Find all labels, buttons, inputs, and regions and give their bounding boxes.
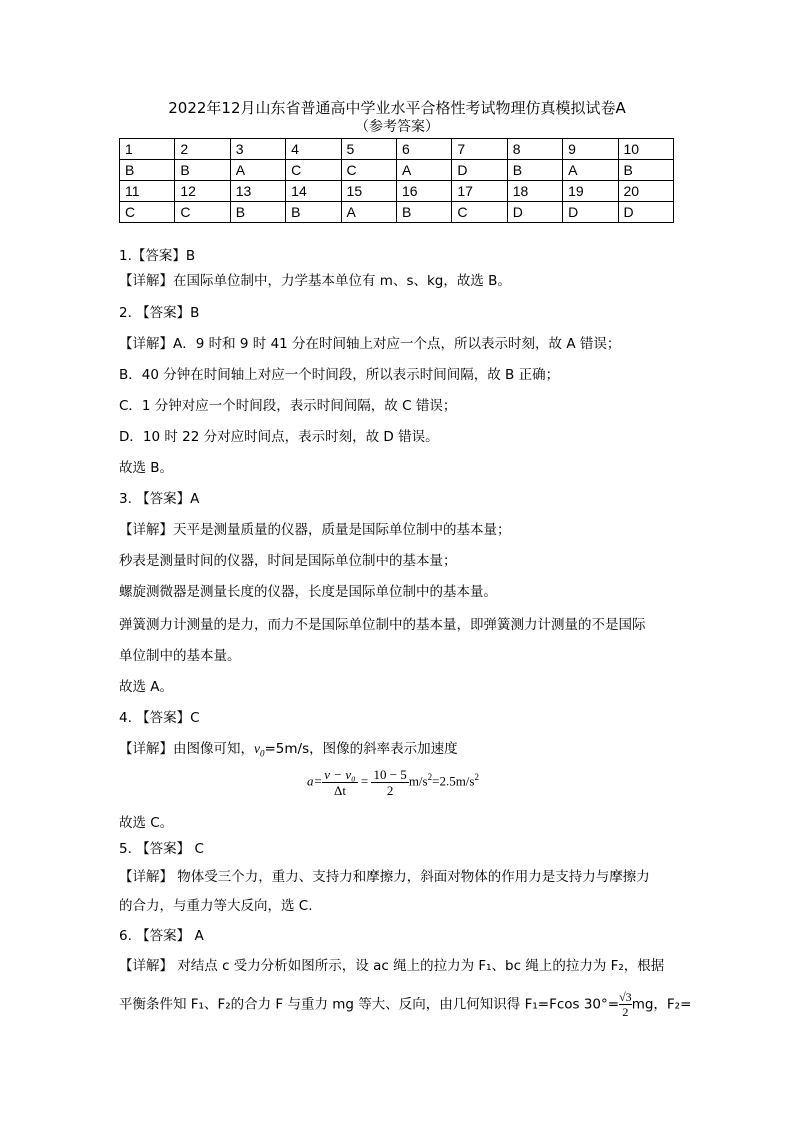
q3-detail-1: 【详解】天平是测量质量的仪器，质量是国际单位制中的基本量； <box>119 522 511 538</box>
table-cell: A <box>563 160 618 181</box>
table-row <box>120 202 674 223</box>
answer-table <box>119 138 674 223</box>
q3-detail-3: 螺旋测微器是测量长度的仪器，长度是国际单位制中的基本量。 <box>119 584 497 600</box>
q6-detail-1: 【详解】 对结点 c 受力分析如图所示，设 ac 绳上的拉力为 F₁、bc 绳上的拉力为 F₂，根据 <box>119 958 665 974</box>
table-cell: 1 <box>120 139 175 160</box>
table-cell: B <box>230 202 285 223</box>
table-cell: 8 <box>507 139 562 160</box>
q3-answer: 3. 【答案】A <box>119 491 200 507</box>
sqrt3-over-2 <box>619 990 632 1019</box>
page-title: 2022年12月山东省普通高中学业水平合格性考试物理仿真模拟试卷A <box>168 99 626 117</box>
formula-unit: m/s <box>408 773 428 789</box>
q5-answer: 5. 【答案】 C <box>119 841 204 857</box>
q6-detail-2-pre: 平衡条件知 F₁、F₂的合力 F 与重力 mg 等大、反向，由几何知识得 F₁=Fcos 30°= <box>119 996 620 1013</box>
formula-frac2-den: 2 <box>386 783 394 798</box>
table-row <box>120 160 674 181</box>
table-cell: D <box>563 202 618 223</box>
table-cell: 11 <box>120 181 175 202</box>
table-cell: 18 <box>507 181 562 202</box>
table-cell: 15 <box>341 181 396 202</box>
table-cell: B <box>618 160 674 181</box>
formula-frac1-num: v − v₀ <box>324 767 356 782</box>
table-cell: 19 <box>563 181 618 202</box>
acceleration-formula <box>307 767 507 807</box>
table-cell: B <box>120 160 175 181</box>
table-cell: B <box>175 160 230 181</box>
table-cell: 9 <box>563 139 618 160</box>
q2-detail-a: 【详解】A．9 时和 9 时 41 分在时间轴上对应一个点，所以表示时刻，故 A 错误； <box>119 336 621 352</box>
q2-detail-b: B．40 分钟在时间轴上对应一个时间段，所以表示时间间隔，故 B 正确； <box>119 367 560 383</box>
table-cell: C <box>175 202 230 223</box>
table-cell: B <box>286 202 341 223</box>
table-cell: A <box>396 160 451 181</box>
table-cell: 17 <box>452 181 507 202</box>
formula-result: =2.5m/s <box>432 773 475 789</box>
q2-answer: 2. 【答案】B <box>119 305 200 321</box>
table-cell: 7 <box>452 139 507 160</box>
q4-v0: v <box>254 741 260 756</box>
q4-v0-sub: 0 <box>260 748 265 759</box>
formula-exp-2: 2 <box>474 772 479 783</box>
q4-conclusion: 故选 C。 <box>119 815 174 831</box>
q2-conclusion: 故选 B。 <box>119 460 174 476</box>
table-cell: 5 <box>341 139 396 160</box>
sqrt3-den: 2 <box>622 1005 629 1019</box>
table-cell: C <box>452 202 507 223</box>
table-cell: 6 <box>396 139 451 160</box>
q6-detail-2 <box>119 990 691 1019</box>
table-cell: 20 <box>618 181 674 202</box>
q4-detail-post: =5m/s，图像的斜率表示加速度 <box>264 741 458 757</box>
formula-frac1-den: Δt <box>333 783 346 798</box>
q3-detail-5: 单位制中的基本量。 <box>119 648 241 664</box>
formula-exp-1: 2 <box>427 772 433 783</box>
table-cell: 16 <box>396 181 451 202</box>
table-cell: 2 <box>175 139 230 160</box>
table-cell: 10 <box>618 139 674 160</box>
formula-fraction-2 <box>371 767 408 798</box>
table-cell: C <box>120 202 175 223</box>
q3-detail-2: 秒表是测量时间的仪器，时间是国际单位制中的基本量； <box>119 553 457 569</box>
formula-eq: = <box>357 773 372 789</box>
table-cell: 3 <box>230 139 285 160</box>
q3-conclusion: 故选 A。 <box>119 679 174 695</box>
table-cell: 13 <box>230 181 285 202</box>
q5-detail-1: 【详解】 物体受三个力，重力、支持力和摩擦力，斜面对物体的作用力是支持力与摩擦力 <box>119 869 650 885</box>
q5-detail-2: 的合力，与重力等大反向，选 C. <box>119 898 313 914</box>
q2-detail-d: D．10 时 22 分对应时间点，表示时刻，故 D 错误。 <box>119 429 439 445</box>
q1-detail: 【详解】在国际单位制中，力学基本单位有 m、s、kg，故选 B。 <box>119 273 511 289</box>
table-row <box>120 139 674 160</box>
table-cell: B <box>507 160 562 181</box>
table-cell: 14 <box>286 181 341 202</box>
table-cell: A <box>230 160 285 181</box>
q4-detail <box>119 738 458 765</box>
table-cell: A <box>341 202 396 223</box>
sqrt3-num: √3 <box>619 990 632 1004</box>
table-cell: B <box>396 202 451 223</box>
q2-detail-c: C．1 分钟对应一个时间段，表示时间间隔，故 C 错误； <box>119 398 457 414</box>
formula-fraction-1 <box>322 767 357 798</box>
table-cell: C <box>286 160 341 181</box>
q1-answer: 1.【答案】B <box>119 248 196 264</box>
q3-detail-4: 弹簧测力计测量的是力，而力不是国际单位制中的基本量，即弹簧测力计测量的不是国际 <box>119 617 646 633</box>
table-cell: D <box>618 202 674 223</box>
formula-frac2-num: 10 − 5 <box>373 767 407 782</box>
table-cell: C <box>341 160 396 181</box>
table-cell: 4 <box>286 139 341 160</box>
table-cell: 12 <box>175 181 230 202</box>
table-cell: D <box>507 202 562 223</box>
q4-detail-pre: 【详解】由图像可知， <box>119 741 254 757</box>
q6-detail-2-post: mg，F₂= <box>631 996 692 1013</box>
table-row <box>120 181 674 202</box>
formula-lhs: a= <box>307 773 323 789</box>
page-subtitle: （参考答案） <box>355 119 439 135</box>
q6-answer: 6. 【答案】 A <box>119 928 204 944</box>
q4-answer: 4. 【答案】C <box>119 710 200 726</box>
table-cell: D <box>452 160 507 181</box>
